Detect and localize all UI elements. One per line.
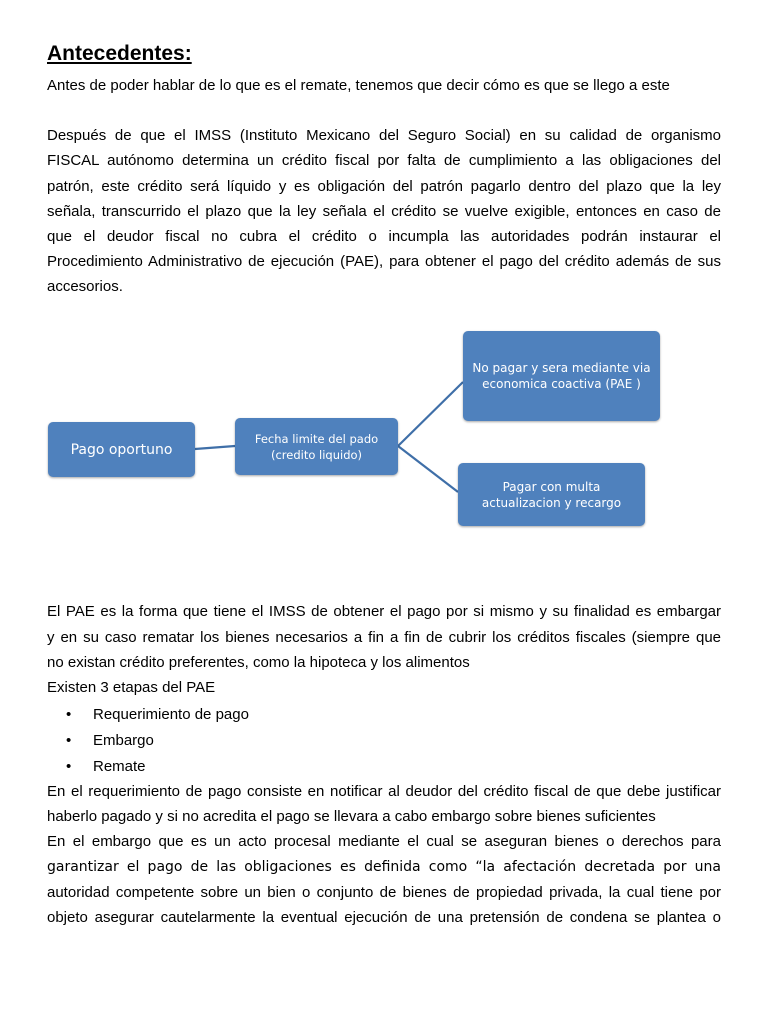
box1-label: Pago oportuno bbox=[70, 441, 173, 458]
connector-box2-box3 bbox=[398, 382, 463, 446]
para1-line-3: patrón, este crédito será líquido y es obligación del patrón pagarlo dentro del plazo que la ley bbox=[47, 178, 721, 195]
para3-line-3: En el embargo que es un acto procesal mediante el cual se aseguran bienes o derechos para bbox=[47, 833, 721, 850]
para1-line-2: FISCAL autónomo determina un crédito fiscal por falta de cumplimiento a las obligaciones del bbox=[47, 152, 721, 169]
bullet-dot-2: • bbox=[66, 732, 72, 749]
box4-label-line-1: Pagar con multa bbox=[502, 479, 601, 494]
para1-line-5: que el deudor fiscal no cubra el crédito o incumpla las autoridades podrán instaurar el bbox=[47, 228, 721, 245]
bullet-item-requerimiento: Requerimiento de pago bbox=[93, 706, 249, 723]
section-heading: Antecedentes: bbox=[47, 42, 192, 65]
para3-line-1: En el requerimiento de pago consiste en notificar al deudor del crédito fiscal de que debe justificar bbox=[47, 783, 721, 800]
para2-line-4: Existen 3 etapas del PAE bbox=[47, 679, 216, 696]
box2-label-line-2: (credito liquido) bbox=[270, 447, 363, 462]
bullet-dot-3: • bbox=[66, 758, 72, 775]
para2-line-3: no existan crédito preferentes, como la hipoteca y los alimentos bbox=[47, 654, 470, 671]
para1-line-7: accesorios. bbox=[47, 278, 123, 295]
box4-label-line-2: actualizacion y recargo bbox=[481, 495, 622, 510]
box3-label-line-2: economica coactiva (PAE ) bbox=[482, 377, 641, 391]
para2-line-1: El PAE es la forma que tiene el IMSS de obtener el pago por si mismo y su finalidad es embargar bbox=[47, 603, 721, 620]
para1-line-4: señala, transcurrido el plazo que la ley señala el crédito se vuelve exigible, entonces en caso de bbox=[47, 203, 721, 220]
box2-label-line-1: Fecha limite del pado bbox=[254, 431, 379, 446]
diagram-box-no-pagar bbox=[463, 331, 660, 421]
para3-line-4: garantizar el pago de las obligaciones es definida como “la afectación decretada por una bbox=[47, 859, 721, 875]
para3-line-2: haberlo pagado y si no acredita el pago se llevara a cabo embargo sobre bienes suficientes bbox=[47, 808, 656, 825]
intro-line: Antes de poder hablar de lo que es el remate, tenemos que decir cómo es que se llego a este bbox=[47, 77, 670, 94]
para1-line-6: Procedimiento Administrativo de ejecución (PAE), para obtener el pago del crédito además de sus bbox=[47, 253, 721, 270]
bullet-dot-1: • bbox=[66, 706, 72, 723]
para2-line-2: y en su caso rematar los bienes necesarios a fin a fin de cubrir los créditos fiscales (siempre que bbox=[47, 629, 721, 646]
connector-box1-box2 bbox=[195, 446, 235, 449]
connector-box2-box4 bbox=[398, 446, 458, 492]
para3-line-5: autoridad competente sobre un bien o conjunto de bienes de propiedad privada, la cual tiene por bbox=[47, 884, 721, 901]
diagram-box-pago-oportuno bbox=[48, 422, 195, 477]
box3-label-line-1: No pagar y sera mediante via bbox=[472, 361, 651, 375]
para3-line-6: objeto asegurar cautelarmente la eventual ejecución de una pretensión de condena se plantea o bbox=[47, 909, 721, 926]
bullet-item-remate: Remate bbox=[93, 758, 146, 775]
para1-line-1: Después de que el IMSS (Instituto Mexicano del Seguro Social) en su calidad de organismo bbox=[47, 127, 721, 144]
diagram-box-pagar-con-multa bbox=[458, 463, 645, 526]
bullet-item-embargo: Embargo bbox=[93, 732, 154, 749]
diagram-box-fecha-limite bbox=[235, 418, 398, 475]
